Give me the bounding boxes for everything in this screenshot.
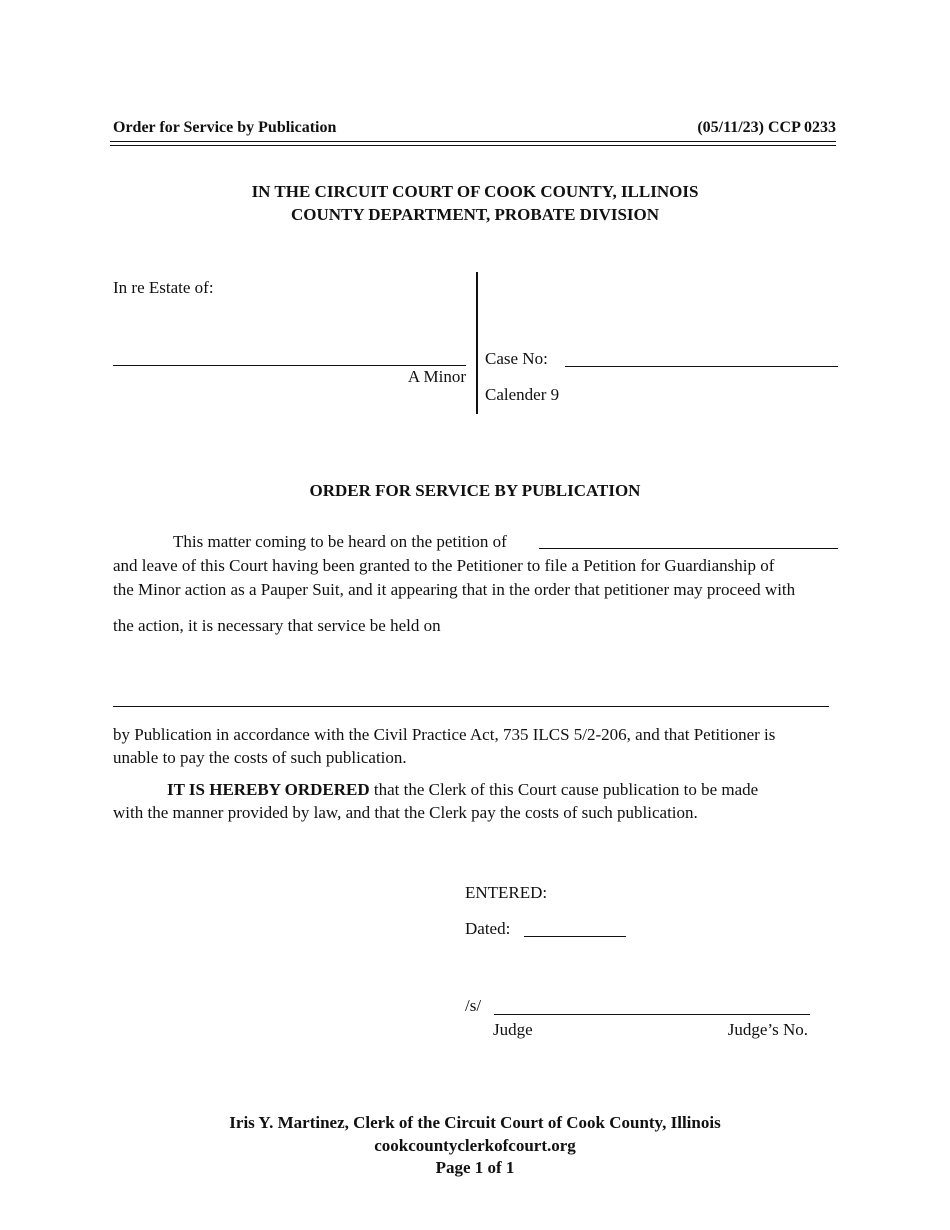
page-number: Page 1 of 1 bbox=[435, 1158, 515, 1177]
case-no-line[interactable] bbox=[565, 366, 838, 367]
paragraph3-line1 bbox=[167, 778, 758, 802]
judge-signature-line[interactable] bbox=[494, 1014, 810, 1015]
header-rule-bottom bbox=[110, 145, 836, 146]
clerk-name: Iris Y. Martinez, Clerk of the Circuit Court of Cook County, Illinois bbox=[229, 1113, 721, 1132]
judge-label: Judge bbox=[493, 1020, 533, 1039]
judge-no-label: Judge’s No. bbox=[727, 1020, 808, 1039]
minor-label: A Minor bbox=[407, 367, 466, 386]
paragraph1-line2: and leave of this Court having been granted to the Petitioner to file a Petition for Guardianship of bbox=[113, 556, 775, 575]
header-rule-top bbox=[110, 141, 836, 142]
paragraph2-line2: unable to pay the costs of such publication. bbox=[113, 748, 407, 767]
paragraph3-line1-rest: that the Clerk of this Court cause publication to be made bbox=[369, 780, 759, 799]
petition-intro: This matter coming to be heard on the petition of bbox=[173, 532, 507, 551]
clerk-website[interactable]: cookcountyclerkofcourt.org bbox=[374, 1136, 576, 1155]
signature-prefix: /s/ bbox=[465, 996, 482, 1015]
petitioner-name-line[interactable] bbox=[539, 548, 838, 549]
form-code: (05/11/23) CCP 0233 bbox=[697, 119, 836, 136]
paragraph1-line4: the action, it is necessary that service be held on bbox=[113, 616, 441, 635]
hereby-ordered: IT IS HEREBY ORDERED bbox=[167, 780, 370, 799]
paragraph1-line3: the Minor action as a Pauper Suit, and it appearing that in the order that petitioner may proceed with bbox=[113, 580, 796, 599]
in-re-label: In re Estate of: bbox=[113, 278, 214, 297]
estate-name-line[interactable] bbox=[113, 365, 466, 366]
court-division: COUNTY DEPARTMENT, PROBATE DIVISION bbox=[290, 205, 660, 224]
order-title: ORDER FOR SERVICE BY PUBLICATION bbox=[309, 481, 641, 500]
caption-divider bbox=[476, 272, 478, 414]
court-name: IN THE CIRCUIT COURT OF COOK COUNTY, ILLINOIS bbox=[251, 182, 699, 201]
respondent-name-line[interactable] bbox=[113, 706, 829, 707]
form-title: Order for Service by Publication bbox=[113, 119, 337, 136]
case-no-label: Case No: bbox=[485, 349, 548, 368]
dated-line[interactable] bbox=[524, 936, 626, 937]
entered-label: ENTERED: bbox=[465, 883, 548, 902]
paragraph3-line2: with the manner provided by law, and that the Clerk pay the costs of such publication. bbox=[113, 803, 698, 822]
paragraph2-line1: by Publication in accordance with the Civil Practice Act, 735 ILCS 5/2-206, and that Petitioner is bbox=[113, 725, 776, 744]
calendar-label: Calender 9 bbox=[485, 385, 560, 404]
dated-label: Dated: bbox=[465, 919, 511, 938]
